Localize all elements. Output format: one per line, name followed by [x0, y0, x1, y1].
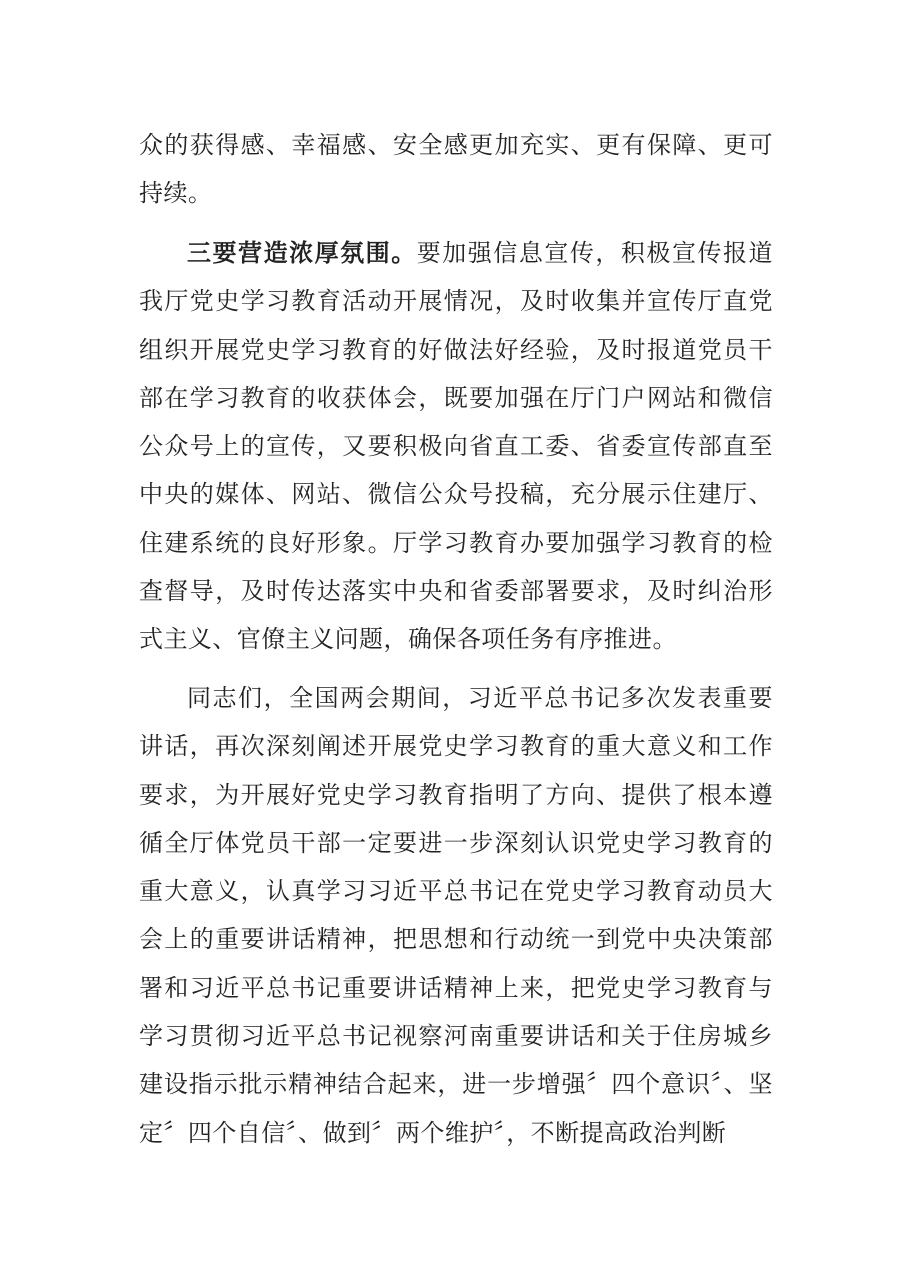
paragraph-text [139, 229, 773, 664]
paragraph-atmosphere [139, 229, 773, 664]
paragraph-body: 要加强信息宣传，积极宣传报道我厅党史学习教育活动开展情况，及时收集并宣传厅直党组织开展党史学习教育的好做法好经验，及时报道党员干部在学习教育的收获体会，既要加强在厅门户网站和微信公众号上的宣传，又要积极向省直工委、省委宣传部直至中央的媒体、网站、微信公众号投稿，充分展示住建厅、住建系统的良好形象。厅学习教育办要加强学习教育的检查督导，及时传达落实中央和省委部署要求，及时纠治形式主义、官僚主义问题，确保各项任务有序推进。 [139, 239, 773, 654]
paragraph-comrades [139, 674, 773, 1157]
paragraph-text: 众的获得感、幸福感、安全感更加充实、更有保障、更可持续。 [139, 131, 773, 208]
paragraph-continuation [139, 121, 773, 218]
paragraph-text: 同志们，全国两会期间，习近平总书记多次发表重要讲话，再次深刻阐述开展党史学习教育的重大意义和工作要求，为开展好党史学习教育指明了方向、提供了根本遵循全厅体党员干部一定要进一步深刻认识党史学习教育的重大意义，认真学习习近平总书记在党史学习教育动员大会上的重要讲话精神，把思想和行动统一到党中央决策部署和习近平总书记重要讲话精神上来，把党史学习教育与学习贯彻习近平总书记视察河南重要讲话和关于住房城乡建设指示批示精神结合起来，进一步增强〞四个意识〞、坚定〞四个自信〞、做到〞两个维护〞，不断提高政治判断 [139, 684, 773, 1147]
paragraph-lead-heading: 三要营造浓厚氛围。 [187, 238, 417, 267]
